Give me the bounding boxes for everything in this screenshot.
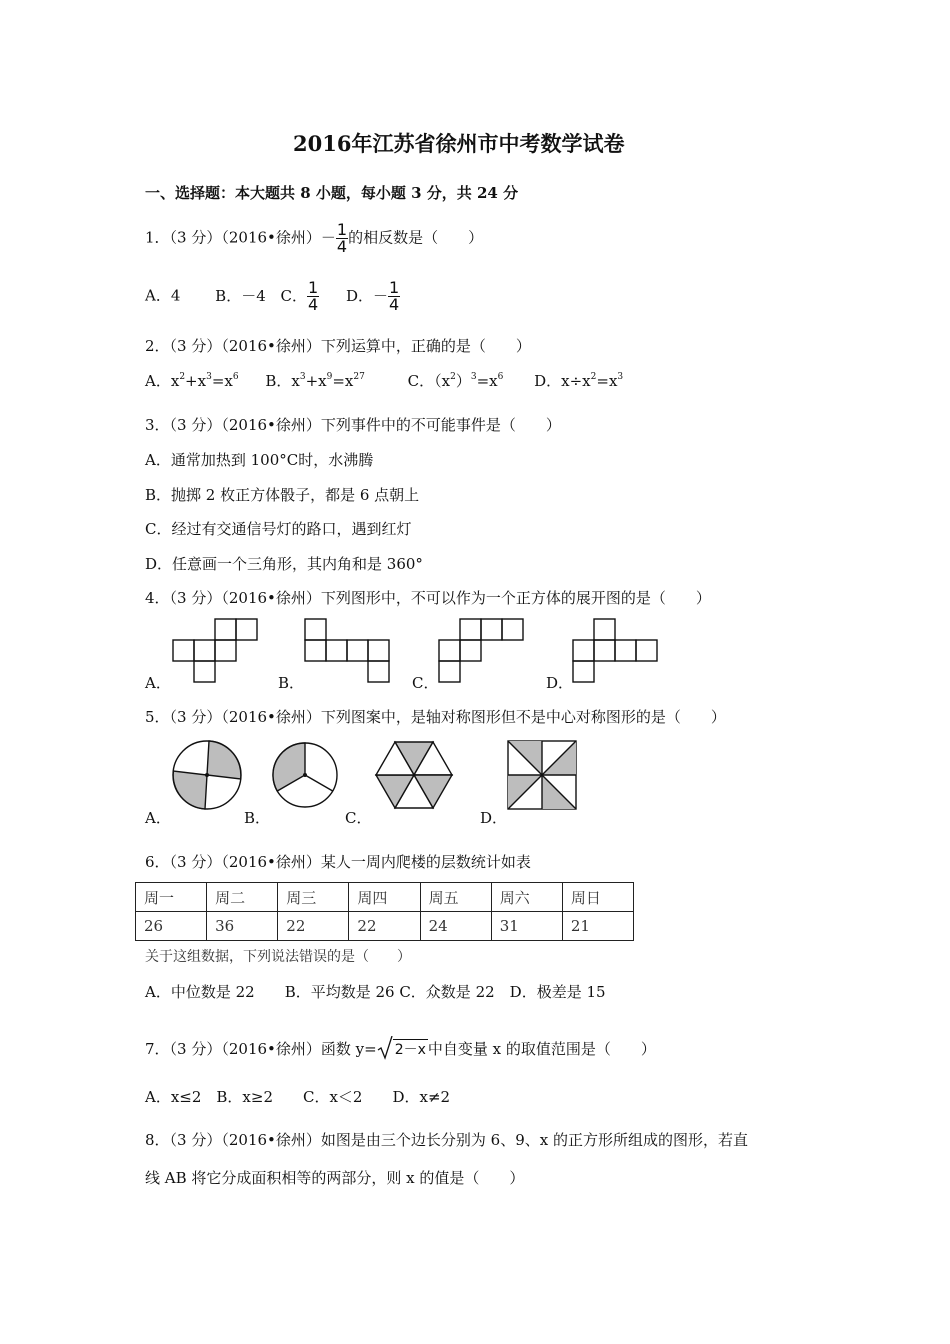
sqrt-expression: 2－x — [393, 1039, 428, 1060]
q1-fraction: $\frac{1}{4}$ — [336, 220, 348, 256]
pattern-a — [168, 738, 248, 814]
option-d: D．任意画一个三角形，其内角和是 360° — [145, 555, 423, 573]
table-cell: 22 — [278, 912, 349, 941]
option-d-fraction: $\frac{1}{4}$ — [389, 278, 400, 314]
table-header-row — [136, 883, 634, 912]
option-c: C． — [280, 286, 308, 305]
option-d-label: D． — [480, 809, 508, 827]
table-header-cell: 周三 — [278, 883, 349, 912]
q7-prefix: 7．（3 分）（2016•徐州）函数 y= — [145, 1040, 377, 1058]
option-a: A．$x^2+x^3=x^6$ — [145, 372, 239, 390]
table-header-cell: 周五 — [420, 883, 491, 912]
question-2-options — [145, 371, 623, 391]
section-heading: 一、选择题：本大题共 8 小题，每小题 3 分，共 24 分 — [145, 184, 519, 202]
option-a: A．通常加热到 100°C时，水沸腾 — [145, 451, 374, 469]
question-7 — [145, 1039, 656, 1060]
page-title: 2016年江苏省徐州市中考数学试卷 — [293, 131, 625, 156]
question-3: 3．（3 分）（2016•徐州）下列事件中的不可能事件是（ ） — [145, 416, 561, 434]
q1-suffix: 的相反数是（ ） — [348, 228, 484, 247]
table-header-cell: 周一 — [136, 883, 207, 912]
table-row — [136, 912, 634, 941]
question-6: 6．（3 分）（2016•徐州）某人一周内爬楼的层数统计如表 — [145, 853, 531, 871]
cube-net-b — [300, 618, 400, 686]
table-cell: 31 — [491, 912, 562, 941]
option-c-label: C． — [345, 809, 372, 827]
option-a: A．4 — [145, 286, 181, 305]
table-cell: 26 — [136, 912, 207, 941]
question-1 — [145, 222, 483, 255]
table-header-cell: 周二 — [207, 883, 278, 912]
q1-prefix: 1．（3 分）（2016•徐州）－ — [145, 228, 336, 247]
table-cell: 21 — [562, 912, 633, 941]
option-c: C．$(x^2)^3=x^6$ — [407, 372, 504, 390]
option-a-label: A． — [145, 809, 171, 827]
table-cell: 36 — [207, 912, 278, 941]
cube-net-c — [434, 618, 534, 686]
question-4: 4．（3 分）（2016•徐州）下列图形中，不可以作为一个正方体的展开图的是（ ） — [145, 589, 711, 607]
question-6-options: A．中位数是 22 B．平均数是 26 C．众数是 22 D．极差是 15 — [145, 983, 606, 1001]
option-a-label: A． — [145, 674, 171, 692]
pattern-c — [370, 738, 460, 814]
table-header-cell: 周四 — [349, 883, 420, 912]
table-header-cell: 周日 — [562, 883, 633, 912]
stats-table — [135, 882, 634, 941]
cube-net-a — [168, 618, 268, 686]
option-b: B．抛掷 2 枚正方体骰子，都是 6 点朝上 — [145, 486, 420, 504]
table-cell: 24 — [420, 912, 491, 941]
table-header-cell: 周六 — [491, 883, 562, 912]
option-d: D．－ — [345, 286, 389, 305]
question-6-note: 关于这组数据，下列说法错误的是（ ） — [145, 949, 411, 965]
question-1-options — [145, 280, 400, 313]
option-c-fraction: $\frac{1}{4}$ — [308, 278, 319, 314]
option-d: D．$x\div x^2=x^3$ — [534, 372, 624, 390]
table-cell: 22 — [349, 912, 420, 941]
option-b-label: B． — [244, 809, 271, 827]
option-d-label: D． — [546, 674, 574, 692]
pattern-b — [268, 740, 342, 812]
cube-net-d — [568, 618, 668, 686]
sqrt-sign-icon — [377, 1036, 393, 1060]
option-b: B．$x^3+x^9=x^{27}$ — [265, 372, 365, 390]
question-5: 5．（3 分）（2016•徐州）下列图案中，是轴对称图形但不是中心对称图形的是（ ） — [145, 708, 726, 726]
option-c: C．经过有交通信号灯的路口，遇到红灯 — [145, 520, 412, 538]
question-7-options: A．x≤2 B．x≥2 C．x＜2 D．x≠2 — [145, 1088, 451, 1106]
pattern-d — [505, 738, 579, 812]
question-8-line-1: 8．（3 分）（2016•徐州）如图是由三个边长分别为 6、9、x 的正方形所组成的图形，若直 — [145, 1131, 748, 1149]
option-b-label: B． — [278, 674, 305, 692]
option-c-label: C． — [412, 674, 439, 692]
question-8-line-2: 线 AB 将它分成面积相等的两部分，则 x 的值是（ ） — [145, 1169, 525, 1187]
option-b: B．－4 — [215, 286, 266, 305]
q7-suffix: 中自变量 x 的取值范围是（ ） — [427, 1040, 656, 1058]
question-2: 2．（3 分）（2016•徐州）下列运算中，正确的是（ ） — [145, 337, 531, 355]
